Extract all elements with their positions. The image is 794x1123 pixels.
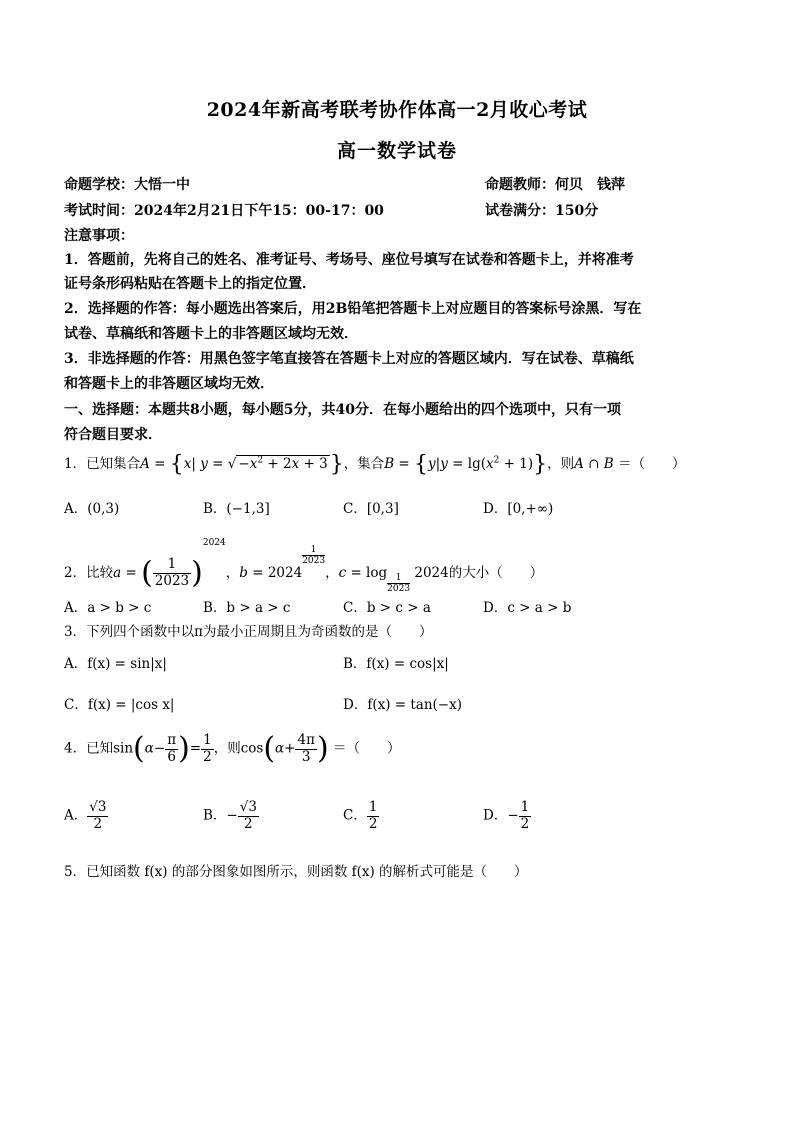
q3-option-c: C．f(x) = |cos x|	[64, 697, 175, 713]
question-4: 4．已知sin(α− $\frac{\pi}{6}$ )= $\frac{1}{2}$ ，则cos(α+ $\frac{4\pi}{3}$ ) ＝（ ）	[64, 731, 401, 767]
q3-option-a: A．f(x) = sin|x|	[64, 656, 167, 672]
q1-suffix: ，则	[547, 456, 575, 472]
q3-option-d: D．f(x) = tan(−x)	[343, 697, 462, 713]
question-1: 1．已知集合A = {x| y = √ $-x^2 + 2x + 3$}，集合$B = \{y|y = \lg(x^2 + 1)\}$，则A ∩ B ＝（ ）	[64, 452, 686, 477]
q2-suffix: 2024的大小（ ）	[414, 565, 544, 581]
q4-option-c: C． $\frac{1}{2}$	[343, 799, 378, 832]
q4-option-a: A． $\frac{√3}{2}$	[64, 799, 107, 832]
notice-line: 1．答题前，先将自己的姓名、准考证号、考场号、座位号填写在试卷和答题卡上，并将准考	[64, 252, 634, 268]
q2-option-a: A．a > b > c	[64, 600, 152, 616]
teacher-label: 命题教师：何贝 钱萍	[485, 177, 625, 193]
time-label: 考试时间：2024年2月21日下午15：00-17：00	[64, 203, 384, 219]
question-2: 2．比较a = ( $\frac{1}{2023}$ )$^{2024}$，b = 2024 $\frac{1}{2023}$ ，c = log $\frac{1}{2023}$ 2024的大小（ ）	[64, 538, 544, 594]
exam-subtitle: 高一数学试卷	[336, 140, 457, 162]
exam-title: 2024年新高考联考协作体高一2月收心考试	[206, 99, 588, 121]
q4-tail: ＝（ ）	[332, 740, 401, 757]
notice-heading: 注意事项：	[64, 228, 134, 244]
q2-prefix: 2．比较	[64, 565, 114, 581]
q4-prefix: 4．已知	[64, 740, 114, 757]
notice-line: 和答题卡上的非答题区域均无效．	[64, 376, 274, 392]
notice-line: 3．非选择题的作答：用黑色签字笔直接答在答题卡上对应的答题区域内．写在试卷、草稿纸	[64, 351, 634, 367]
q1-mid: ，集合	[343, 456, 385, 472]
q1-option-c: C．[0,3]	[343, 501, 399, 517]
notice-line: 2．选择题的作答：每小题选出答案后，用2B铅笔把答题卡上对应题目的答案标号涂黑．写在	[64, 301, 642, 317]
q4-mid: ，则	[213, 740, 241, 757]
q1-option-b: B．(−1,3]	[203, 501, 270, 517]
school-label: 命题学校：大悟一中	[64, 177, 190, 193]
q2-option-d: D．c > a > b	[483, 600, 572, 616]
notice-line: 证号条形码粘贴在答题卡上的指定位置．	[64, 276, 316, 292]
q1-tail: ＝（ ）	[618, 456, 686, 472]
score-label: 试卷满分：150分	[485, 203, 599, 219]
q4-option-d: D．− $\frac{1}{2}$	[483, 799, 530, 832]
question-5: 5．已知函数 f(x) 的部分图象如图所示，则函数 f(x) 的解析式可能是（ ）	[64, 864, 528, 880]
section-heading: 一、选择题：本题共8小题，每小题5分，共40分．在每小题给出的四个选项中，只有一项	[64, 402, 621, 418]
notice-line: 试卷、草稿纸和答题卡上的非答题区域均无效．	[64, 326, 358, 342]
q1-option-a: A．(0,3)	[64, 501, 120, 517]
section-heading: 符合题目要求．	[64, 427, 162, 443]
q1-prefix: 1．已知集合	[64, 456, 141, 472]
q4-option-b: B．− $\frac{√3}{2}$	[203, 799, 257, 832]
q1-set-b: B	[384, 456, 395, 472]
q1-set-a: A	[140, 456, 150, 472]
q2-option-c: C．b > c > a	[343, 600, 431, 616]
q2-option-b: B．b > a > c	[203, 600, 291, 616]
question-3: 3．下列四个函数中以π为最小正周期且为奇函数的是（ ）	[64, 624, 433, 640]
q3-option-b: B．f(x) = cos|x|	[343, 656, 449, 672]
q1-option-d: D．[0,+∞)	[483, 501, 554, 517]
